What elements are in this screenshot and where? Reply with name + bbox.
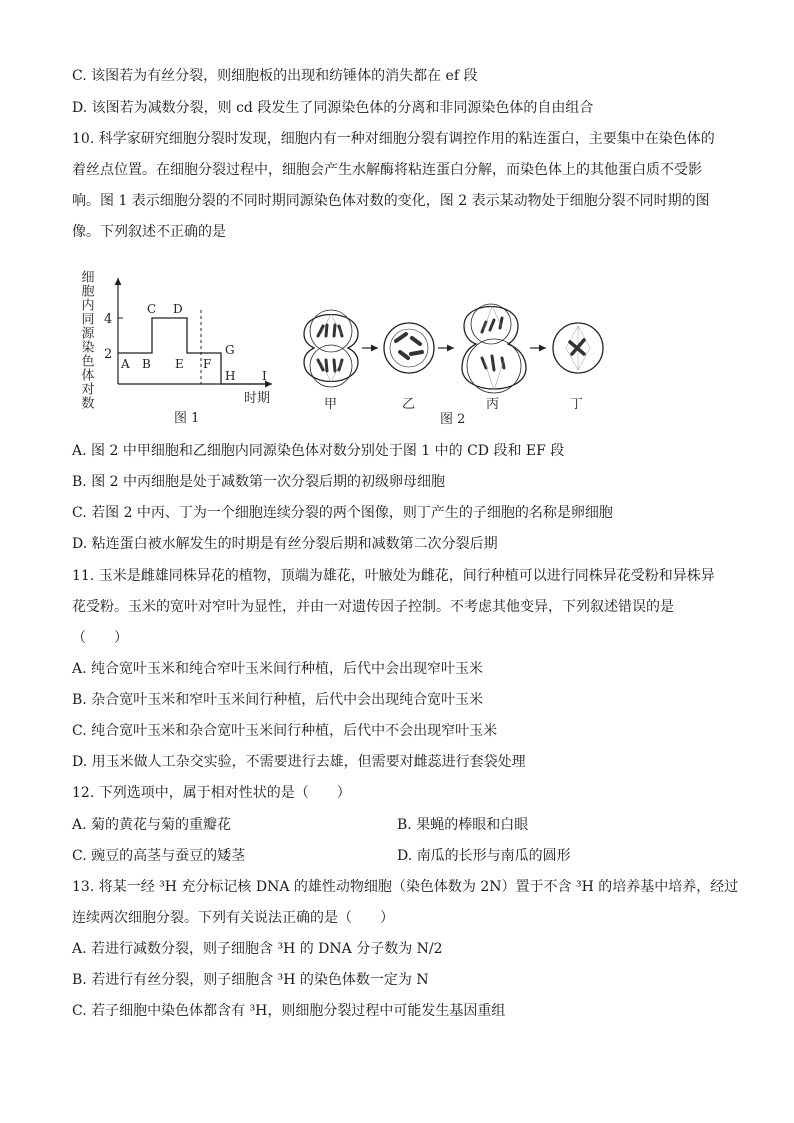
q13-option-c: C. 若子细胞中染色体都含有 ³H，则细胞分裂过程中可能发生基因重组 xyxy=(72,1003,506,1019)
fig1-label-h: H xyxy=(225,369,236,383)
fig1-label-d: D xyxy=(173,302,183,316)
fig1-label-g: G xyxy=(225,343,235,357)
fig1-ylabel: 细胞内同源染色体对数 xyxy=(78,270,94,409)
label-ding: 丁 xyxy=(570,397,584,412)
q12-option-b: B. 果蝇的棒眼和白眼 xyxy=(397,817,529,833)
q10-option-c: C. 若图 2 中丙、丁为一个细胞连续分裂的两个图像，则丁产生的子细胞的名称是卵细胞 xyxy=(72,505,613,521)
fig2-caption: 图 2 xyxy=(440,412,466,427)
q11-option-d: D. 用玉米做人工杂交实验，不需要进行去雄，但需要对雌蕊进行套袋处理 xyxy=(72,754,526,770)
q11-stem-line-2: 花受粉。玉米的宽叶对窄叶为显性，并由一对遗传因子控制。不考虑其他变异，下列叙述错误的是 xyxy=(72,599,674,615)
figure-1-step-chart xyxy=(78,256,284,428)
q10-option-d: D. 粘连蛋白被水解发生的时期是有丝分裂后期和减数第二次分裂后期 xyxy=(72,536,498,552)
q10-stem-line-3: 响。图 1 表示细胞分裂的不同时期同源染色体对数的变化，图 2 表示某动物处于细胞分裂不同时期的图 xyxy=(72,193,710,209)
q12-option-a: A. 菊的黄花与菊的重瓣花 xyxy=(72,817,232,833)
q13-option-b: B. 若进行有丝分裂，则子细胞含 ³H 的染色体数一定为 N xyxy=(72,972,429,988)
label-jia: 甲 xyxy=(324,397,338,412)
label-yi: 乙 xyxy=(402,397,416,412)
q10-option-b: B. 图 2 中丙细胞是处于减数第一次分裂后期的初级卵母细胞 xyxy=(72,474,445,490)
q10-option-a: A. 图 2 中甲细胞和乙细胞内同源染色体对数分别处于图 1 中的 CD 段和 EF 段 xyxy=(72,443,565,459)
q12-stem: 12. 下列选项中，属于相对性状的是（ ） xyxy=(72,785,351,801)
fig1-label-i: I xyxy=(262,369,267,383)
fig1-label-b: B xyxy=(142,357,151,371)
cell-yi xyxy=(384,323,434,373)
figure-2-cell-diagrams xyxy=(296,296,616,428)
fig1-label-a: A xyxy=(121,357,130,371)
q12-option-d: D. 南瓜的长形与南瓜的圆形 xyxy=(397,848,571,864)
q10-stem-line-1: 10. 科学家研究细胞分裂时发现，细胞内有一种对细胞分裂有调控作用的粘连蛋白，主要集中在染色体的 xyxy=(72,131,715,147)
q9-option-c: C. 该图若为有丝分裂，则细胞板的出现和纺锤体的消失都在 ef 段 xyxy=(72,68,478,84)
q11-stem-line-1: 11. 玉米是雌雄同株异花的植物，顶端为雄花，叶腋处为雌花，间行种植可以进行同株异花受粉和异株异 xyxy=(72,568,715,584)
fig1-ytick-2: 2 xyxy=(104,347,113,362)
q13-option-a: A. 若进行减数分裂，则子细胞含 ³H 的 DNA 分子数为 N/2 xyxy=(72,941,443,957)
cell-bing xyxy=(462,304,526,393)
fig1-xlabel: 时期 xyxy=(244,391,271,406)
label-bing: 丙 xyxy=(486,397,500,412)
fig1-ytick-4: 4 xyxy=(104,312,113,327)
fig1-label-e: E xyxy=(175,357,184,371)
fig1-step-line xyxy=(118,318,264,384)
q10-stem-line-4: 像。下列叙述不正确的是 xyxy=(72,224,226,240)
cell-jia xyxy=(304,310,358,387)
q10-stem-line-2: 着丝点位置。在细胞分裂过程中，细胞会产生水解酶将粘连蛋白分解，而染色体上的其他蛋白质不受影 xyxy=(72,162,702,178)
cell-ding xyxy=(553,323,603,373)
q13-stem-line-1: 13. 将某一经 ³H 充分标记核 DNA 的雄性动物细胞（染色体数为 2N）置于不含 ³H 的培养基中培养，经过 xyxy=(72,879,739,895)
q13-stem-line-2: 连续两次细胞分裂。下列有关说法正确的是（ ） xyxy=(72,910,394,926)
q12-option-c: C. 豌豆的高茎与蚕豆的矮茎 xyxy=(72,848,246,864)
q11-option-b: B. 杂合宽叶玉米和窄叶玉米间行种植，后代中会出现纯合宽叶玉米 xyxy=(72,692,484,708)
fig1-label-f: F xyxy=(203,357,212,371)
fig1-label-c: C xyxy=(147,302,157,316)
q9-option-d: D. 该图若为减数分裂，则 cd 段发生了同源染色体的分离和非同源染色体的自由组合 xyxy=(72,100,594,116)
q11-stem-line-3: （ ） xyxy=(72,630,128,646)
fig1-caption: 图 1 xyxy=(174,411,200,426)
q11-option-a: A. 纯合宽叶玉米和纯合窄叶玉米间行种植，后代中会出现窄叶玉米 xyxy=(72,661,484,677)
q11-option-c: C. 纯合宽叶玉米和杂合宽叶玉米间行种植，后代中不会出现窄叶玉米 xyxy=(72,723,498,739)
